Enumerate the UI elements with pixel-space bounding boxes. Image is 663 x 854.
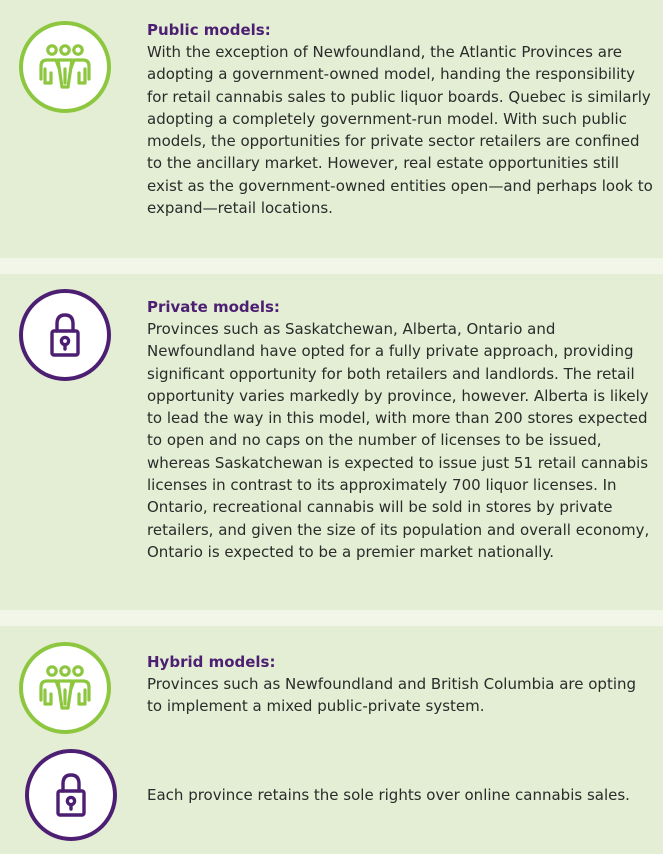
section-heading: Hybrid models: xyxy=(147,653,276,671)
section-body: Provinces such as Saskatchewan, Alberta, Ontario and Newfoundland have opted for a fully private approach, providing significant opportunity for both retailers and landlords. The retail opportunity varies markedly by province, however. Alberta is likely to lead the way in this model, with more than 200 stores expected to open and no caps on the number of licenses to be issued, whereas Saskatchewan is expected to issue just 51 retail cannabis licenses in contrast to its approximately 700 liquor licenses. In Ontario, recreational cannabis will be sold in stores by private retailers, and given the size of its population and overall economy, Ontario is expected to be a premier market nationally. xyxy=(147,320,650,561)
public-models-text xyxy=(147,19,653,219)
private-models-text xyxy=(147,296,653,563)
section-heading: Private models: xyxy=(147,298,280,316)
online-sales-text xyxy=(147,784,653,806)
section-body: Provinces such as Newfoundland and British Columbia are opting to implement a mixed public-private system. xyxy=(147,675,637,716)
section-body: With the exception of Newfoundland, the Atlantic Provinces are adopting a government-owned model, handing the responsibility for retail cannabis sales to public liquor boards. Quebec is similarly adopting a completely government-run model. With such public models, the opportunities for private sector retailers are confined to the ancillary market. However, real estate opportunities still exist as the government-owned entities open—and perhaps look to expand—retail locations. xyxy=(147,43,653,218)
section-heading: Public models: xyxy=(147,21,271,39)
padlock-icon xyxy=(19,289,111,381)
hybrid-models-text xyxy=(147,651,653,718)
people-group-icon xyxy=(19,21,111,113)
section-divider xyxy=(0,258,663,274)
section-divider xyxy=(0,610,663,626)
padlock-icon xyxy=(25,749,117,841)
online-sales-note: Each province retains the sole rights over online cannabis sales. xyxy=(147,786,630,804)
people-group-icon xyxy=(19,642,111,734)
